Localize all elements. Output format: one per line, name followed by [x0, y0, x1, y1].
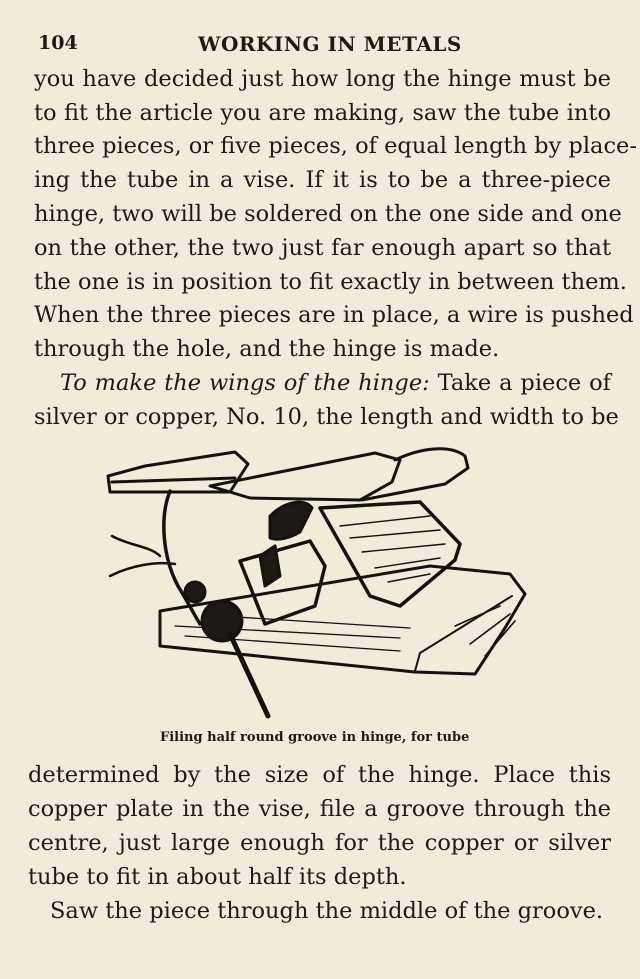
body-line: you have decided just how long the hinge must be: [34, 66, 611, 92]
body-line: the one is in position to fit exactly in between them.: [34, 269, 627, 295]
body-line: tube to fit in about half its depth.: [28, 864, 407, 890]
vise-illustration: [100, 446, 540, 728]
body-line: through the hole, and the hinge is made.: [34, 336, 500, 362]
page-number: 104: [38, 32, 78, 54]
line-text: Take a piece of: [437, 370, 612, 396]
body-line: [60, 368, 611, 400]
body-line: determined by the size of the hinge. Place this: [28, 762, 611, 788]
body-line: hinge, two will be soldered on the one side and one: [34, 201, 622, 227]
body-line: three pieces, or five pieces, of equal length by place-: [34, 133, 637, 159]
body-line: centre, just large enough for the copper or silver: [28, 830, 611, 856]
body-line: to fit the article you are making, saw the tube into: [34, 100, 611, 126]
body-line: on the other, the two just far enough apart so that: [34, 235, 611, 261]
figure-caption: Filing half round groove in hinge, for tube: [160, 730, 470, 745]
body-line: ing the tube in a vise. If it is to be a three-piece: [34, 167, 611, 193]
italic-lead: To make the wings of the hinge:: [60, 370, 430, 396]
body-line: silver or copper, No. 10, the length and width to be: [34, 404, 619, 430]
body-line: When the three pieces are in place, a wire is pushed: [34, 302, 634, 328]
page-header: [38, 28, 618, 58]
body-line: Saw the piece through the middle of the groove.: [50, 898, 604, 924]
body-line: copper plate in the vise, file a groove through the: [28, 796, 611, 822]
running-head: WORKING IN METALS: [198, 32, 462, 56]
